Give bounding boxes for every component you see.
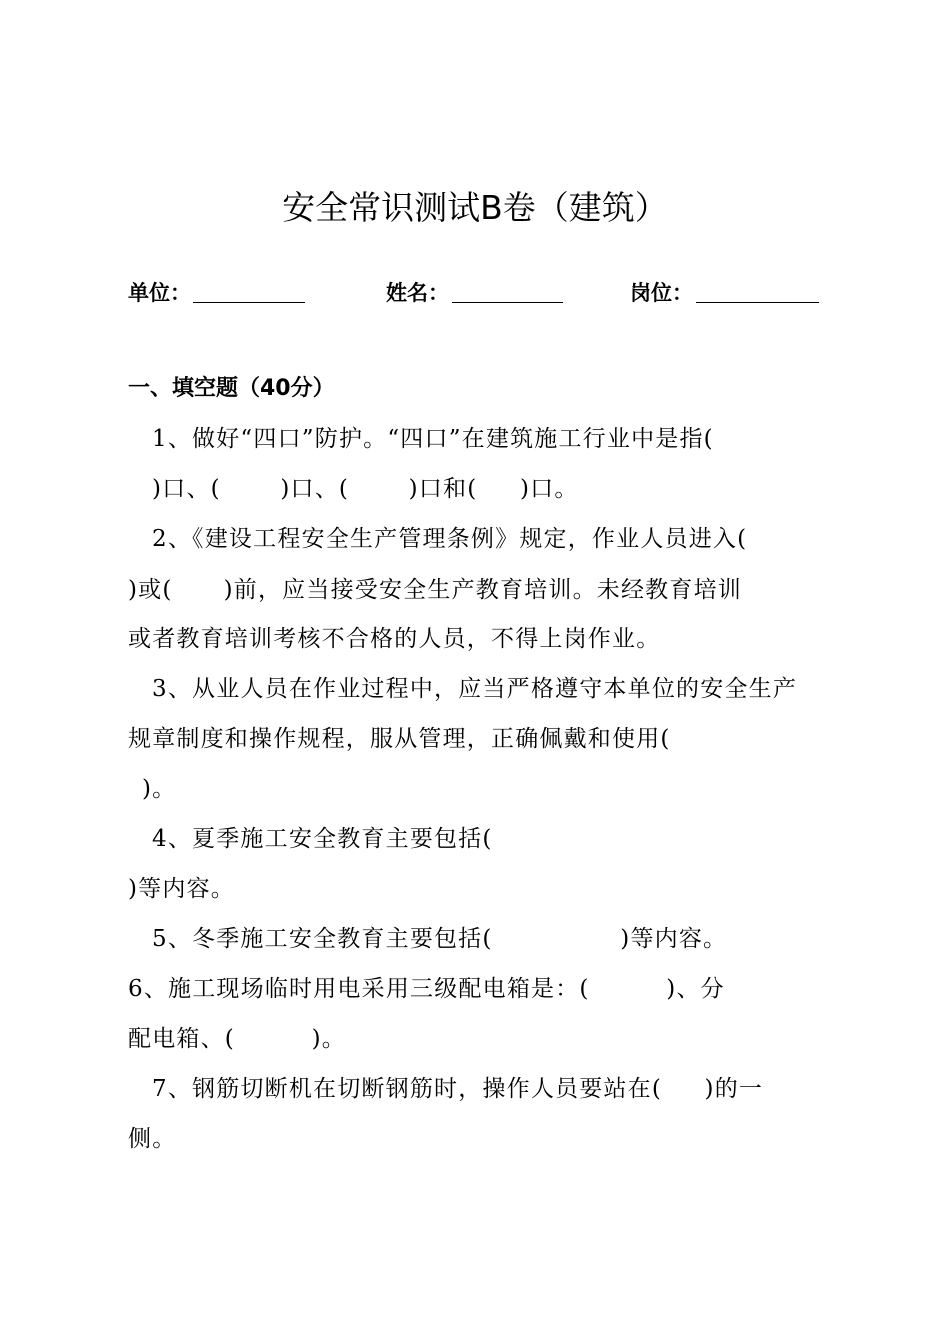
name-label: 姓名：	[386, 281, 449, 305]
unit-blank-line[interactable]	[193, 302, 305, 303]
question-line: )口、( )口、( )口和( )口。	[152, 476, 579, 502]
question-line: 3、从业人员在作业过程中，应当严格遵守本单位的安全生产	[152, 676, 798, 702]
question-line: 6、施工现场临时用电采用三级配电箱是：( )、分	[128, 976, 725, 1002]
question-line: 7、钢筋切断机在切断钢筋时，操作人员要站在( )的一	[152, 1076, 764, 1102]
examinee-info-row	[0, 278, 950, 308]
position-label: 岗位：	[630, 281, 693, 305]
position-blank-line[interactable]	[696, 302, 819, 303]
document-title: 安全常识测试B卷（建筑）	[282, 188, 668, 227]
question-line: 1、做好“四口”防护。“四口”在建筑施工行业中是指(	[152, 426, 714, 452]
name-blank-line[interactable]	[452, 302, 563, 303]
unit-label: 单位：	[128, 281, 191, 305]
question-line: 规章制度和操作规程，服从管理，正确佩戴和使用(	[128, 726, 671, 752]
question-line: 4、夏季施工安全教育主要包括(	[152, 826, 493, 852]
question-line: 侧。	[128, 1126, 177, 1152]
question-line: 5、冬季施工安全教育主要包括( )等内容。	[152, 926, 728, 952]
question-line: 2、《建设工程安全生产管理条例》规定，作业人员进入(	[152, 526, 748, 552]
section-fill-in-heading: 一、填空题（40分）	[128, 376, 335, 401]
question-line: 配电箱、( )。	[128, 1026, 346, 1052]
question-line: )。	[142, 776, 177, 802]
question-line: )或( )前，应当接受安全生产教育培训。未经教育培训	[128, 577, 742, 603]
question-line: )等内容。	[128, 876, 235, 902]
question-line: 或者教育培训考核不合格的人员，不得上岗作业。	[128, 626, 661, 652]
